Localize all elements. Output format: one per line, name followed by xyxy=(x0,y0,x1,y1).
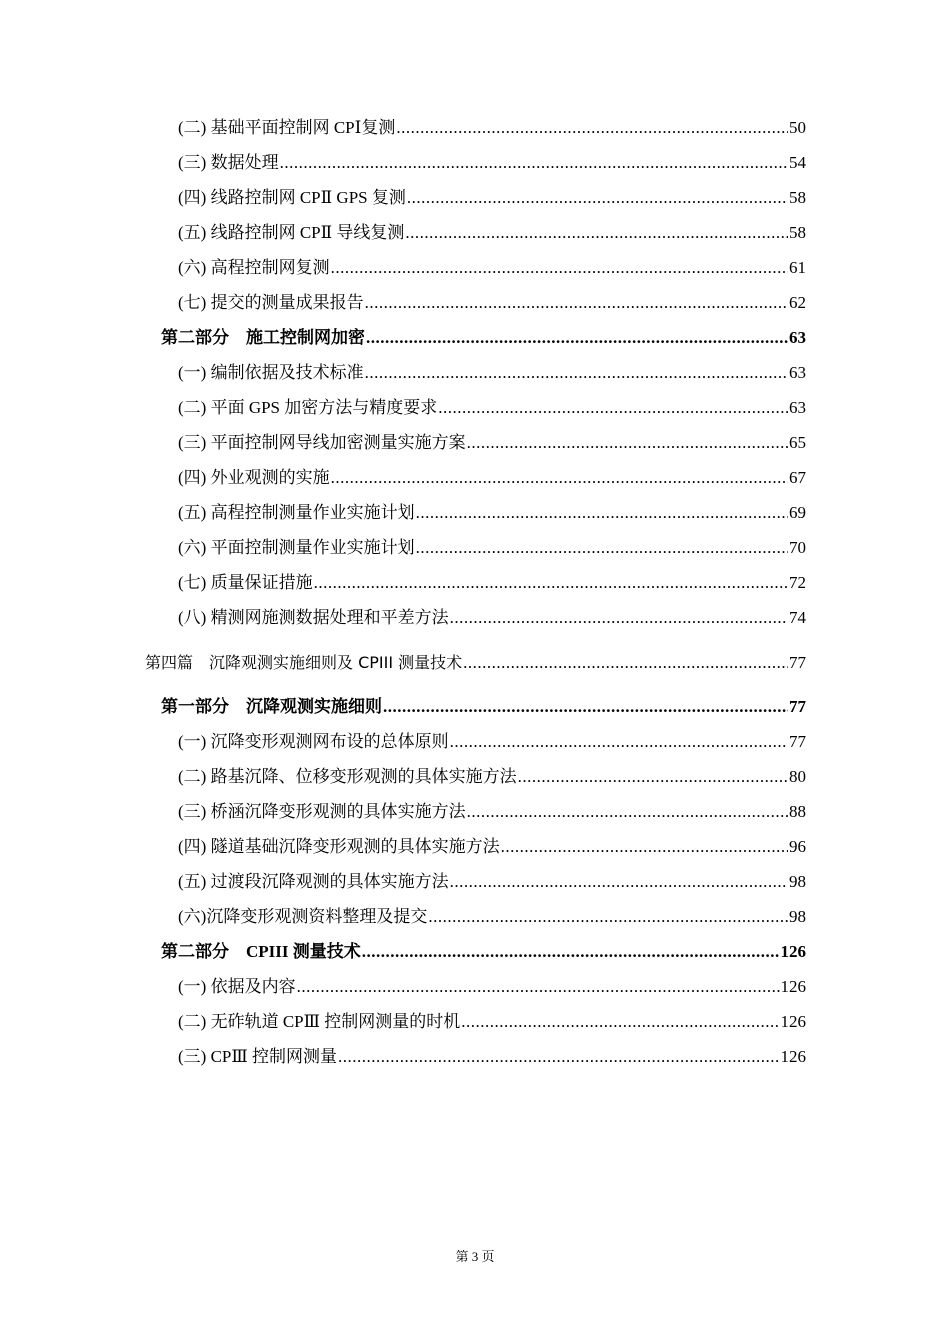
toc-page-number: 98 xyxy=(789,907,806,926)
toc-entry-title: (一) 编制依据及技术标准 xyxy=(178,363,364,382)
toc-page-number: 63 xyxy=(789,363,806,382)
toc-entry-title: (四) 外业观测的实施 xyxy=(178,468,330,487)
toc-leader-dots xyxy=(467,432,788,454)
toc-chapter-entry[interactable] xyxy=(145,652,806,674)
toc-leader-dots xyxy=(428,906,788,928)
toc-entry-title: (七) 提交的测量成果报告 xyxy=(178,293,364,312)
toc-page-number: 58 xyxy=(789,223,806,242)
toc-page-number: 88 xyxy=(789,802,806,821)
toc-leader-dots xyxy=(450,607,788,629)
toc-page-number: 62 xyxy=(789,293,806,312)
toc-leader-dots xyxy=(314,572,788,594)
toc-leader-dots xyxy=(407,187,788,209)
toc-page-number: 72 xyxy=(789,573,806,592)
toc-entry-title: (六) 高程控制网复测 xyxy=(178,258,330,277)
toc-entry[interactable] xyxy=(178,731,806,753)
toc-entry[interactable] xyxy=(178,152,806,174)
toc-entry[interactable] xyxy=(178,1046,806,1068)
toc-entry[interactable] xyxy=(178,502,806,524)
toc-leader-dots xyxy=(461,1011,779,1033)
toc-leader-dots xyxy=(463,652,788,674)
toc-page-number: 96 xyxy=(789,837,806,856)
toc-page-number: 63 xyxy=(789,328,806,347)
toc-entry-title: (四) 隧道基础沉降变形观测的具体实施方法 xyxy=(178,837,500,856)
toc-entry-title: (二) 路基沉降、位移变形观测的具体实施方法 xyxy=(178,767,517,786)
toc-section-entry[interactable] xyxy=(161,696,806,718)
toc-entry[interactable] xyxy=(178,117,806,139)
toc-page-number: 80 xyxy=(789,767,806,786)
toc-entry[interactable] xyxy=(178,432,806,454)
toc-entry-title: (七) 质量保证措施 xyxy=(178,573,313,592)
toc-entry-title: (一) 依据及内容 xyxy=(178,977,296,996)
toc-entry-title: (五) 线路控制网 CPⅡ 导线复测 xyxy=(178,223,405,242)
toc-leader-dots xyxy=(416,502,788,524)
toc-leader-dots xyxy=(518,766,788,788)
toc-entry-title: 第四篇 沉降观测实施细则及 CPIII 测量技术 xyxy=(145,653,463,672)
toc-entry-title: (四) 线路控制网 CPⅡ GPS 复测 xyxy=(178,188,406,207)
toc-leader-dots xyxy=(383,696,788,718)
toc-entry-title: (二) 基础平面控制网 CPⅠ复测 xyxy=(178,118,396,137)
toc-page-number: 126 xyxy=(780,1047,806,1066)
toc-entry-title: (五) 高程控制测量作业实施计划 xyxy=(178,503,415,522)
toc-entry-title: (一) 沉降变形观测网布设的总体原则 xyxy=(178,732,449,751)
toc-leader-dots xyxy=(331,467,788,489)
toc-entry[interactable] xyxy=(178,397,806,419)
toc-entry-title: (三) CPⅢ 控制网测量 xyxy=(178,1047,338,1066)
toc-page-number: 77 xyxy=(789,653,806,672)
toc-entry-title: (三) 桥涵沉降变形观测的具体实施方法 xyxy=(178,802,466,821)
toc-entry-title: 第二部分 CPIII 测量技术 xyxy=(161,942,361,961)
toc-section-entry[interactable] xyxy=(161,941,806,963)
toc-entry-title: (二) 平面 GPS 加密方法与精度要求 xyxy=(178,398,438,417)
toc-entry[interactable] xyxy=(178,257,806,279)
toc-leader-dots xyxy=(362,941,780,963)
toc-page-number: 74 xyxy=(789,608,806,627)
toc-leader-dots xyxy=(450,731,788,753)
toc-page-number: 67 xyxy=(789,468,806,487)
toc-entry[interactable] xyxy=(178,537,806,559)
toc-entry-title: (六) 平面控制测量作业实施计划 xyxy=(178,538,415,557)
toc-entry[interactable] xyxy=(178,607,806,629)
toc-entry-title: (三) 数据处理 xyxy=(178,153,279,172)
toc-entry[interactable] xyxy=(178,362,806,384)
toc-entry-title: (六)沉降变形观测资料整理及提交 xyxy=(178,907,428,926)
toc-entry[interactable] xyxy=(178,222,806,244)
toc-page-number: 77 xyxy=(789,697,806,716)
page-footer: 第 3 页 xyxy=(455,1249,495,1264)
toc-leader-dots xyxy=(366,327,788,349)
toc-leader-dots xyxy=(501,836,788,858)
toc-leader-dots xyxy=(416,537,788,559)
toc-leader-dots xyxy=(467,801,788,823)
toc-entry[interactable] xyxy=(178,292,806,314)
toc-page-number: 63 xyxy=(789,398,806,417)
toc-leader-dots xyxy=(280,152,788,174)
toc-page-number: 98 xyxy=(789,872,806,891)
toc-leader-dots xyxy=(338,1046,779,1068)
toc-entry-title: 第二部分 施工控制网加密 xyxy=(161,328,365,347)
toc-entry[interactable] xyxy=(178,976,806,998)
toc-entry[interactable] xyxy=(178,801,806,823)
toc-entry[interactable] xyxy=(178,572,806,594)
toc-entry[interactable] xyxy=(178,766,806,788)
toc-page-number: 126 xyxy=(780,977,806,996)
toc-entry[interactable] xyxy=(178,467,806,489)
toc-page-number: 126 xyxy=(780,1012,806,1031)
toc-entry[interactable] xyxy=(178,187,806,209)
toc-page-number: 126 xyxy=(780,942,806,961)
toc-leader-dots xyxy=(331,257,788,279)
toc-leader-dots xyxy=(405,222,788,244)
toc-leader-dots xyxy=(396,117,788,139)
toc-page-number: 58 xyxy=(789,188,806,207)
toc-entry-title: (五) 过渡段沉降观测的具体实施方法 xyxy=(178,872,449,891)
toc-entry[interactable] xyxy=(178,906,806,928)
toc-page-number: 70 xyxy=(789,538,806,557)
toc-leader-dots xyxy=(438,397,788,419)
toc-leader-dots xyxy=(450,871,788,893)
toc-entry[interactable] xyxy=(178,836,806,858)
toc-entry[interactable] xyxy=(178,871,806,893)
toc-entry[interactable] xyxy=(178,1011,806,1033)
toc-leader-dots xyxy=(297,976,780,998)
toc-page-number: 65 xyxy=(789,433,806,452)
toc-page-number: 77 xyxy=(789,732,806,751)
toc-entry-title: (二) 无砟轨道 CPⅢ 控制网测量的时机 xyxy=(178,1012,461,1031)
toc-entry-title: 第一部分 沉降观测实施细则 xyxy=(161,697,382,716)
toc-page-number: 54 xyxy=(789,153,806,172)
toc-entry-title: (八) 精测网施测数据处理和平差方法 xyxy=(178,608,449,627)
toc-leader-dots xyxy=(365,362,788,384)
toc-page-number: 61 xyxy=(789,258,806,277)
toc-entry-title: (三) 平面控制网导线加密测量实施方案 xyxy=(178,433,466,452)
toc-page-number: 50 xyxy=(789,118,806,137)
toc-section-entry[interactable] xyxy=(161,327,806,349)
toc-page-number: 69 xyxy=(789,503,806,522)
toc-leader-dots xyxy=(365,292,788,314)
